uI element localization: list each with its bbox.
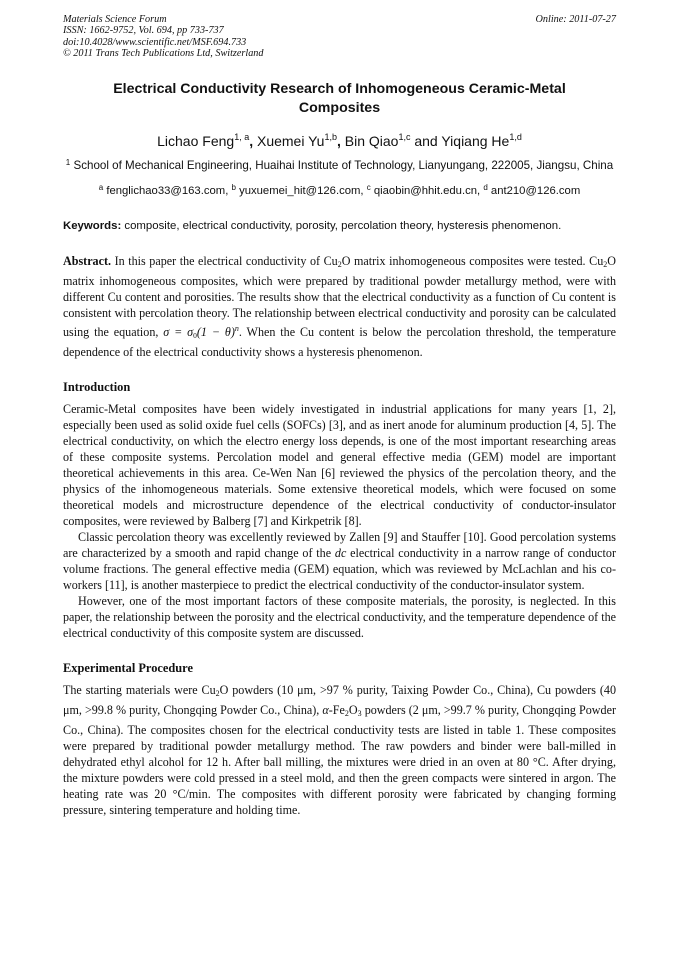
paragraph-text: O bbox=[348, 703, 358, 717]
author-sup: 1, a bbox=[234, 132, 250, 142]
author-name: Xuemei Yu bbox=[256, 133, 325, 149]
author-sup: 1,d bbox=[509, 132, 522, 142]
email-address[interactable]: fenglichao33@163.com bbox=[106, 185, 226, 197]
section-heading-experimental: Experimental Procedure bbox=[63, 661, 193, 675]
affiliation bbox=[63, 155, 616, 173]
paragraph-text: Classic percolation theory was excellently reviewed by Zallen [9] and Stauffer [10]. Good percolation systems are characterized by a smooth and rapid change of the bbox=[63, 530, 616, 560]
paper-title: Electrical Conductivity Research of Inhomogeneous Ceramic-Metal Composites bbox=[113, 81, 566, 116]
italic-term: α bbox=[322, 703, 329, 717]
keywords-label: Keywords: bbox=[63, 220, 122, 232]
authors-and: and bbox=[414, 133, 438, 149]
equation-term: (1 − θ) bbox=[196, 325, 235, 339]
paragraph-text: The starting materials were Cu bbox=[63, 683, 216, 697]
email-sup: b bbox=[231, 183, 236, 192]
subscript: 2 bbox=[215, 689, 220, 698]
affiliation-text: School of Mechanical Engineering, Huaihai Institute of Technology, Lianyungang, 222005, Jiangsu, China bbox=[73, 159, 614, 172]
author-name: Lichao Feng bbox=[157, 133, 235, 149]
equation-subscript: 0 bbox=[193, 331, 197, 340]
author-list bbox=[63, 132, 616, 149]
introduction-paragraph-1: Ceramic-Metal composites have been widely investigated in industrial applications for many years [1, 2], especially been used as solid oxide fuel cells (SOFCs) [3], and as inert anode for aluminum production [4, 5]. The electrical conductivity, on which the electro energy loss depends, is one of the most important researching areas of these composite systems. Percolation model and general effective media (GEM) model are important theoretical achievements in this area. Ce-Wen Nan [6] reviewed the physics of the percolation theory, and the physics of the inhomogeneous materials. Some extensive theoretical models, which were focused on some theoretical models and microstructure dependence of the electrical conductivity of conductor-insulator composites, were reviewed by Balberg [7] and Kirkpetrik [8]. bbox=[63, 402, 616, 528]
author-name: Yiqiang He bbox=[441, 133, 510, 149]
introduction-paragraph-3: However, one of the most important factors of these composite materials, the porosity, is neglected. In this paper, the relationship between the porosity and the electrical conductivity, and the temperature dependence of the electrical conductivity of this composite system are discussed. bbox=[63, 594, 616, 640]
author-sup: 1,c bbox=[398, 132, 411, 142]
author-separator: , bbox=[336, 133, 341, 149]
porosity-equation bbox=[163, 325, 239, 339]
issn-line: ISSN: 1662-9752, Vol. 694, pp 733-737 bbox=[63, 25, 224, 37]
keywords-text: composite, electrical conductivity, porosity, percolation theory, hysteresis phenomenon. bbox=[124, 220, 562, 232]
keywords bbox=[63, 220, 616, 232]
paragraph-text: O powders (10 μm, >97 % purity, Taixing Powder Co., China), Cu powders (40 μm, >99.8 % purity, Chongqing Powder Co., China), bbox=[63, 683, 616, 717]
copyright-line: © 2011 Trans Tech Publications Ltd, Switzerland bbox=[63, 47, 264, 59]
doi-line: doi:10.4028/www.scientific.net/MSF.694.733 bbox=[63, 36, 247, 48]
email-sup: d bbox=[483, 183, 488, 192]
paper-page bbox=[63, 13, 616, 818]
subscript: 2 bbox=[344, 709, 349, 718]
author-sup: 1,b bbox=[324, 132, 337, 142]
abstract bbox=[63, 253, 616, 360]
subscript: 2 bbox=[603, 260, 608, 269]
abstract-text: In this paper the electrical conductivity of Cu bbox=[114, 254, 338, 268]
affiliation-sup: 1 bbox=[65, 158, 71, 167]
abstract-text: O matrix inhomogeneous composites, which were prepared by traditional powder metallurgy method, were with different Cu content and porosities. The results show that the electrical conductivity as a function of Cu content is consistent with percolation theory. The relationship between electrical conductivity and porosity can be calculated using the equation, bbox=[63, 254, 616, 339]
experimental-paragraph bbox=[63, 682, 616, 818]
email-list: $^a$ fenglichao33@163.com, $^b$ yuxuemei_hit@126.com, $^c$ qiaobin@hhit.edu.cn, $^d$ ant210@126.com bbox=[98, 183, 581, 197]
journal-header bbox=[63, 13, 616, 65]
email-sup: c bbox=[366, 183, 371, 192]
paragraph-text: -Fe bbox=[328, 703, 345, 717]
equation-exponent: n bbox=[234, 324, 239, 333]
email-address[interactable]: yuxuemei_hit@126.com bbox=[239, 185, 361, 197]
equation-lhs: σ = σ bbox=[163, 325, 194, 339]
email-address[interactable]: qiaobin@hhit.edu.cn bbox=[373, 185, 478, 197]
abstract-label: Abstract. bbox=[63, 254, 112, 268]
author-separator: , bbox=[249, 133, 254, 149]
italic-term: dc bbox=[334, 546, 347, 560]
section-heading-introduction: Introduction bbox=[63, 380, 131, 394]
subscript: 3 bbox=[357, 709, 362, 718]
online-date: Online: 2011-07-27 bbox=[535, 14, 616, 25]
introduction-paragraph-2 bbox=[63, 529, 616, 593]
subscript: 2 bbox=[337, 260, 342, 269]
paragraph-text: electrical conductivity in a narrow range of conductor volume fractions. The general effective media (GEM) equation, which was reviewed by McLachlan and his co-workers [11], is another masterpiece to predict the electrical conductivity of the conductor-insulator system. bbox=[63, 546, 616, 592]
email-address[interactable]: ant210@126.com bbox=[490, 185, 581, 197]
abstract-text: . When the Cu content is below the percolation threshold, the temperature dependence of the electrical conductivity shows a hysteresis phenomenon. bbox=[63, 325, 617, 359]
paragraph-text: powders (2 μm, >99.7 % purity, Chongqing Powder Co., China). The composites chosen for the electrical conductivity tests are listed in table 1. These composites were prepared by traditional powder metallurgy method. The raw powders and binder were ball-milled in dehydrated ethyl alcohol for 12 h. After ball milling, the mixtures were dried in an oven at 80 °C. After drying, the mixture powders were cold pressed in a steel mold, and then the green compacts were sintered in argon. The heating rate was 20 °C/min. The composites with different porosity were fabricated by changing forming pressure, sintering temperature and holding time. bbox=[63, 703, 616, 817]
email-sup: a bbox=[98, 183, 104, 192]
journal-info bbox=[63, 14, 263, 59]
journal-name: Materials Science Forum bbox=[63, 14, 167, 25]
author-name: Bin Qiao bbox=[344, 133, 399, 149]
abstract-text: O matrix inhomogeneous composites were tested. Cu bbox=[341, 254, 604, 268]
